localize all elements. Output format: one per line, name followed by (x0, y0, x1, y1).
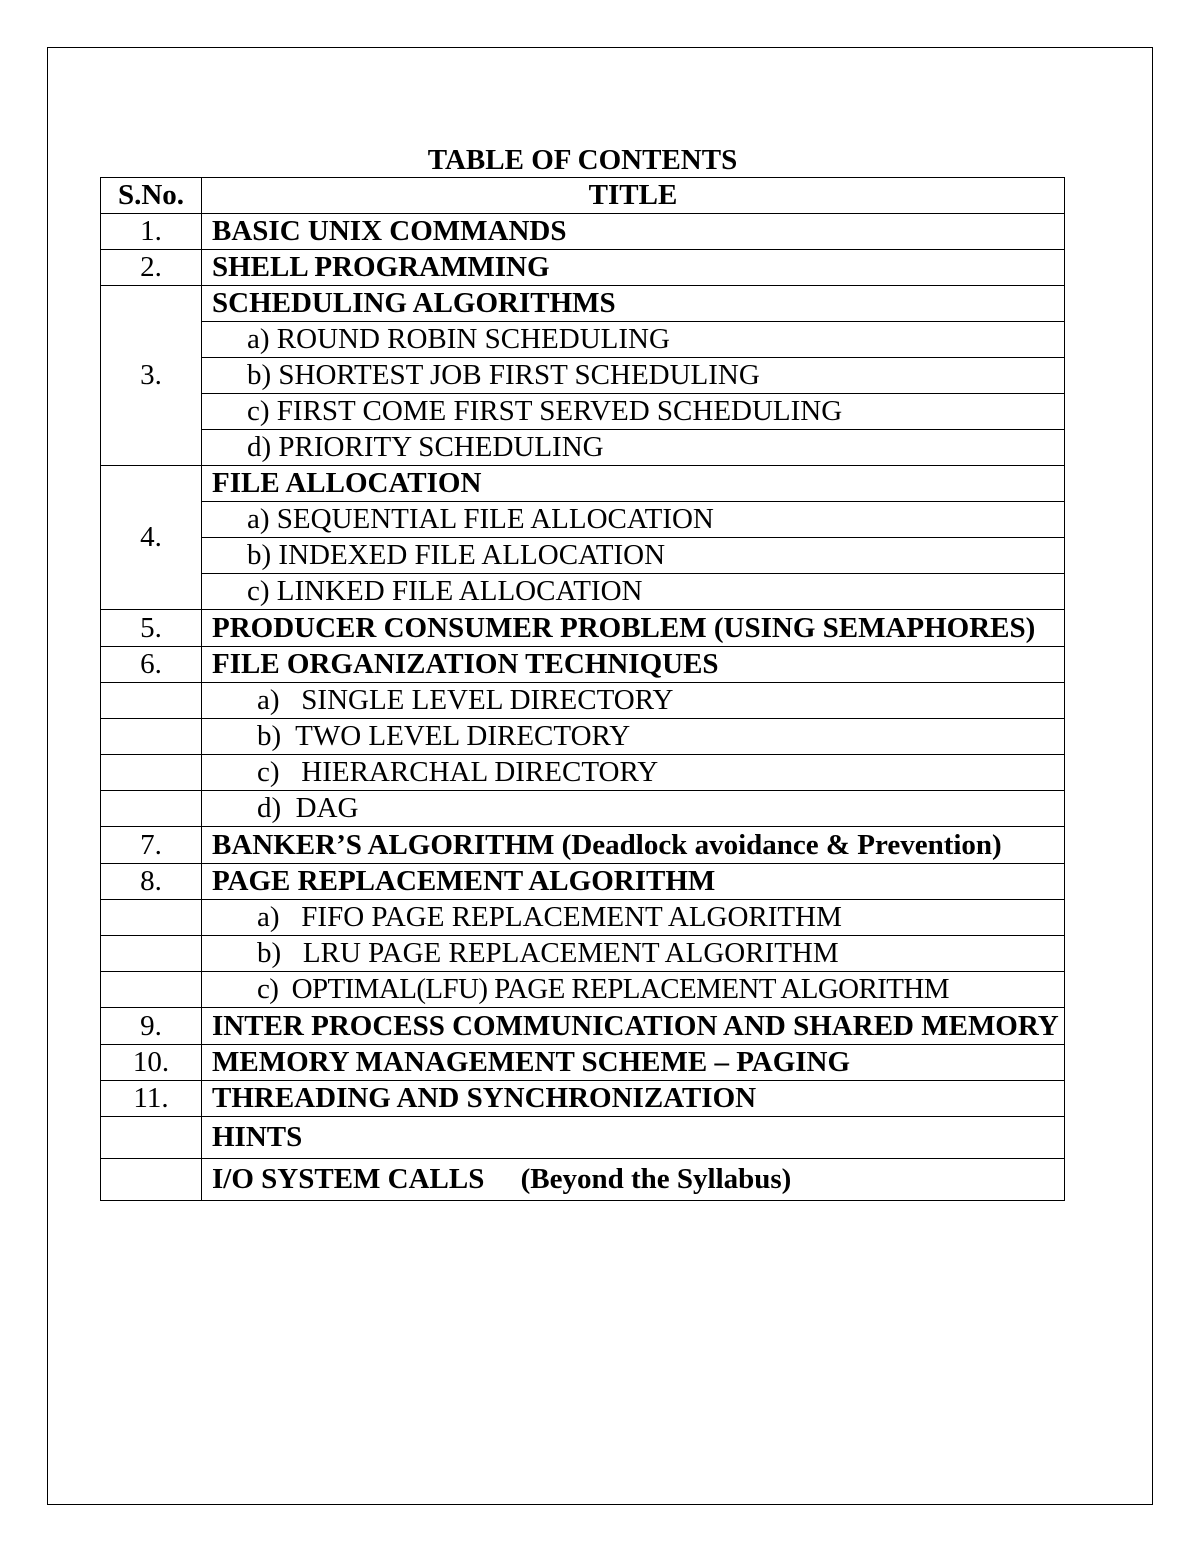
row-number: 10. (101, 1045, 202, 1081)
table-subrow (101, 900, 1065, 936)
table-subrow (101, 936, 1065, 972)
empty-number-cell (101, 972, 202, 1008)
table-subrow (101, 502, 1065, 538)
row-number (101, 1159, 202, 1201)
subitem: c) LINKED FILE ALLOCATION (202, 574, 1065, 610)
subitem: a) ROUND ROBIN SCHEDULING (202, 322, 1065, 358)
subitem: b) INDEXED FILE ALLOCATION (202, 538, 1065, 574)
table-subrow (101, 358, 1065, 394)
table-row (101, 647, 1065, 683)
table-subrow (101, 719, 1065, 755)
row-number: 8. (101, 864, 202, 900)
row-title: PRODUCER CONSUMER PROBLEM (USING SEMAPHORES) (202, 610, 1065, 647)
table-row (101, 1008, 1065, 1045)
row-title: BANKER’S ALGORITHM (Deadlock avoidance & Prevention) (202, 827, 1065, 864)
title-header: TITLE (202, 178, 1065, 214)
subitem: a) SEQUENTIAL FILE ALLOCATION (202, 502, 1065, 538)
row-title: PAGE REPLACEMENT ALGORITHM (202, 864, 1065, 900)
table-row (101, 250, 1065, 286)
table-row (101, 610, 1065, 647)
subitem: d) PRIORITY SCHEDULING (202, 430, 1065, 466)
row-title: INTER PROCESS COMMUNICATION AND SHARED MEMORY (202, 1008, 1065, 1045)
table-row (101, 1117, 1065, 1159)
row-title: SCHEDULING ALGORITHMS (202, 286, 1065, 322)
row-title: THREADING AND SYNCHRONIZATION (202, 1081, 1065, 1117)
table-row (101, 864, 1065, 900)
sno-header: S.No. (101, 178, 202, 214)
subitem: b) LRU PAGE REPLACEMENT ALGORITHM (202, 936, 1065, 972)
table-subrow (101, 972, 1065, 1008)
row-number: 2. (101, 250, 202, 286)
row-title: FILE ALLOCATION (202, 466, 1065, 502)
empty-number-cell (101, 900, 202, 936)
table-row (101, 214, 1065, 250)
subitem: d) DAG (202, 791, 1065, 827)
empty-number-cell (101, 791, 202, 827)
empty-number-cell (101, 683, 202, 719)
toc-table (100, 177, 1065, 1201)
table-row (101, 1045, 1065, 1081)
subitem: b) SHORTEST JOB FIRST SCHEDULING (202, 358, 1065, 394)
row-title: I/O SYSTEM CALLS (Beyond the Syllabus) (202, 1159, 1065, 1201)
table-row (101, 466, 1065, 502)
table-subrow (101, 430, 1065, 466)
row-title: HINTS (202, 1117, 1065, 1159)
row-title: FILE ORGANIZATION TECHNIQUES (202, 647, 1065, 683)
subitem: c) FIRST COME FIRST SERVED SCHEDULING (202, 394, 1065, 430)
table-row (101, 1159, 1065, 1201)
table-subrow (101, 322, 1065, 358)
row-number: 9. (101, 1008, 202, 1045)
subitem: a) SINGLE LEVEL DIRECTORY (202, 683, 1065, 719)
row-number: 4. (101, 466, 202, 610)
row-title: BASIC UNIX COMMANDS (202, 214, 1065, 250)
empty-number-cell (101, 719, 202, 755)
table-subrow (101, 791, 1065, 827)
table-subrow (101, 538, 1065, 574)
page-title: TABLE OF CONTENTS (427, 144, 738, 176)
table-subrow (101, 683, 1065, 719)
table-subrow (101, 755, 1065, 791)
table-row (101, 827, 1065, 864)
row-number: 11. (101, 1081, 202, 1117)
row-number: 7. (101, 827, 202, 864)
empty-number-cell (101, 755, 202, 791)
row-number (101, 1117, 202, 1159)
subitem: a) FIFO PAGE REPLACEMENT ALGORITHM (202, 900, 1065, 936)
empty-number-cell (101, 936, 202, 972)
table-row (101, 1081, 1065, 1117)
row-number: 1. (101, 214, 202, 250)
subitem: c) HIERARCHAL DIRECTORY (202, 755, 1065, 791)
subitem: c) OPTIMAL(LFU) PAGE REPLACEMENT ALGORITHM (202, 972, 1065, 1008)
table-subrow (101, 574, 1065, 610)
table-subrow (101, 394, 1065, 430)
row-number: 5. (101, 610, 202, 647)
row-title: SHELL PROGRAMMING (202, 250, 1065, 286)
row-number: 6. (101, 647, 202, 683)
table-header-row (101, 178, 1065, 214)
table-row (101, 286, 1065, 322)
row-title: MEMORY MANAGEMENT SCHEME – PAGING (202, 1045, 1065, 1081)
row-number: 3. (101, 286, 202, 466)
subitem: b) TWO LEVEL DIRECTORY (202, 719, 1065, 755)
